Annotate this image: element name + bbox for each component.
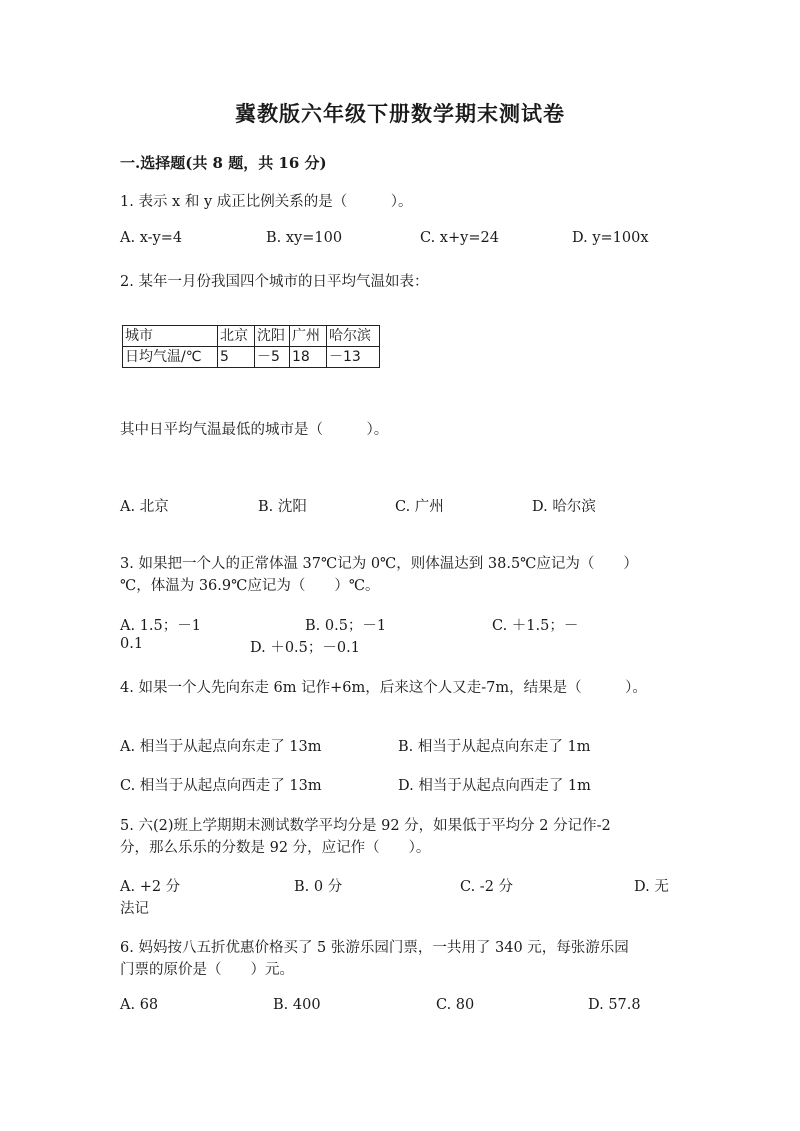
q4-option-a: A. 相当于从起点向东走了 13m bbox=[120, 739, 322, 755]
table-cell: 沈阳 bbox=[255, 326, 290, 347]
q3-option-c: C. ＋1.5；－ bbox=[492, 618, 579, 634]
q5-option-b: B. 0 分 bbox=[294, 879, 343, 895]
temperature-table bbox=[122, 325, 380, 368]
q5-option-d-continued: 法记 bbox=[120, 901, 149, 917]
table-cell: －13 bbox=[327, 347, 380, 368]
table-cell: 18 bbox=[290, 347, 327, 368]
table-row bbox=[123, 347, 380, 368]
q5-option-a: A. +2 分 bbox=[120, 879, 181, 895]
q5-option-c: C. -2 分 bbox=[460, 879, 514, 895]
table-cell: 城市 bbox=[123, 326, 218, 347]
question-3-line-1: 3. 如果把一个人的正常体温 37℃记为 0℃，则体温达到 38.5℃应记为（ ） bbox=[120, 556, 638, 572]
q3-option-a: A. 1.5；－1 bbox=[120, 618, 201, 634]
q3-option-b: B. 0.5；－1 bbox=[305, 618, 387, 634]
q1-option-d: D. y=100x bbox=[572, 230, 649, 246]
question-5-line-2: 分，那么乐乐的分数是 92 分，应记作（ ）。 bbox=[120, 840, 431, 856]
table-cell: 哈尔滨 bbox=[327, 326, 380, 347]
q2-option-a: A. 北京 bbox=[120, 499, 169, 515]
q4-option-d: D. 相当于从起点向西走了 1m bbox=[398, 778, 591, 794]
table-row bbox=[123, 326, 380, 347]
q6-option-a: A. 68 bbox=[120, 997, 159, 1013]
question-5-line-1: 5. 六(2)班上学期期末测试数学平均分是 92 分，如果低于平均分 2 分记作-2 bbox=[120, 818, 611, 834]
table-cell: 5 bbox=[218, 347, 255, 368]
table-cell: －5 bbox=[255, 347, 290, 368]
q1-option-c: C. x+y=24 bbox=[420, 230, 499, 246]
q4-option-b: B. 相当于从起点向东走了 1m bbox=[398, 739, 591, 755]
table-cell: 日均气温/℃ bbox=[123, 347, 218, 368]
q1-option-a: A. x-y=4 bbox=[120, 230, 183, 246]
section-heading: 一.选择题(共 8 题，共 16 分) bbox=[120, 154, 327, 172]
q1-option-b: B. xy=100 bbox=[266, 230, 343, 246]
q4-option-c: C. 相当于从起点向西走了 13m bbox=[120, 778, 322, 794]
question-6-line-2: 门票的原价是（ ）元。 bbox=[120, 962, 294, 978]
q6-option-c: C. 80 bbox=[436, 997, 475, 1013]
table-cell: 广州 bbox=[290, 326, 327, 347]
page-title: 冀教版六年级下册数学期末测试卷 bbox=[235, 101, 565, 126]
question-3-line-2: ℃，体温为 36.9℃应记为（ ）℃。 bbox=[120, 578, 380, 594]
q2-option-d: D. 哈尔滨 bbox=[532, 499, 596, 515]
q5-option-d: D. 无 bbox=[634, 879, 669, 895]
q3-option-d: D. ＋0.5；－0.1 bbox=[250, 640, 360, 656]
table-cell: 北京 bbox=[218, 326, 255, 347]
q6-option-b: B. 400 bbox=[273, 997, 321, 1013]
question-2-text: 2. 某年一月份我国四个城市的日平均气温如表： bbox=[120, 274, 429, 290]
q2-option-b: B. 沈阳 bbox=[258, 499, 307, 515]
question-4-text: 4. 如果一个人先向东走 6m 记作+6m，后来这个人又走-7m，结果是（ ）。 bbox=[120, 680, 647, 696]
question-6-line-1: 6. 妈妈按八五折优惠价格买了 5 张游乐园门票，一共用了 340 元，每张游乐园 bbox=[120, 940, 629, 956]
q2-option-c: C. 广州 bbox=[395, 499, 444, 515]
q3-option-c-continued: 0.1 bbox=[120, 636, 144, 652]
question-2-subtext: 其中日平均气温最低的城市是（ ）。 bbox=[120, 422, 389, 438]
q6-option-d: D. 57.8 bbox=[588, 997, 641, 1013]
question-1-text: 1. 表示 x 和 y 成正比例关系的是（ ）。 bbox=[120, 194, 413, 210]
